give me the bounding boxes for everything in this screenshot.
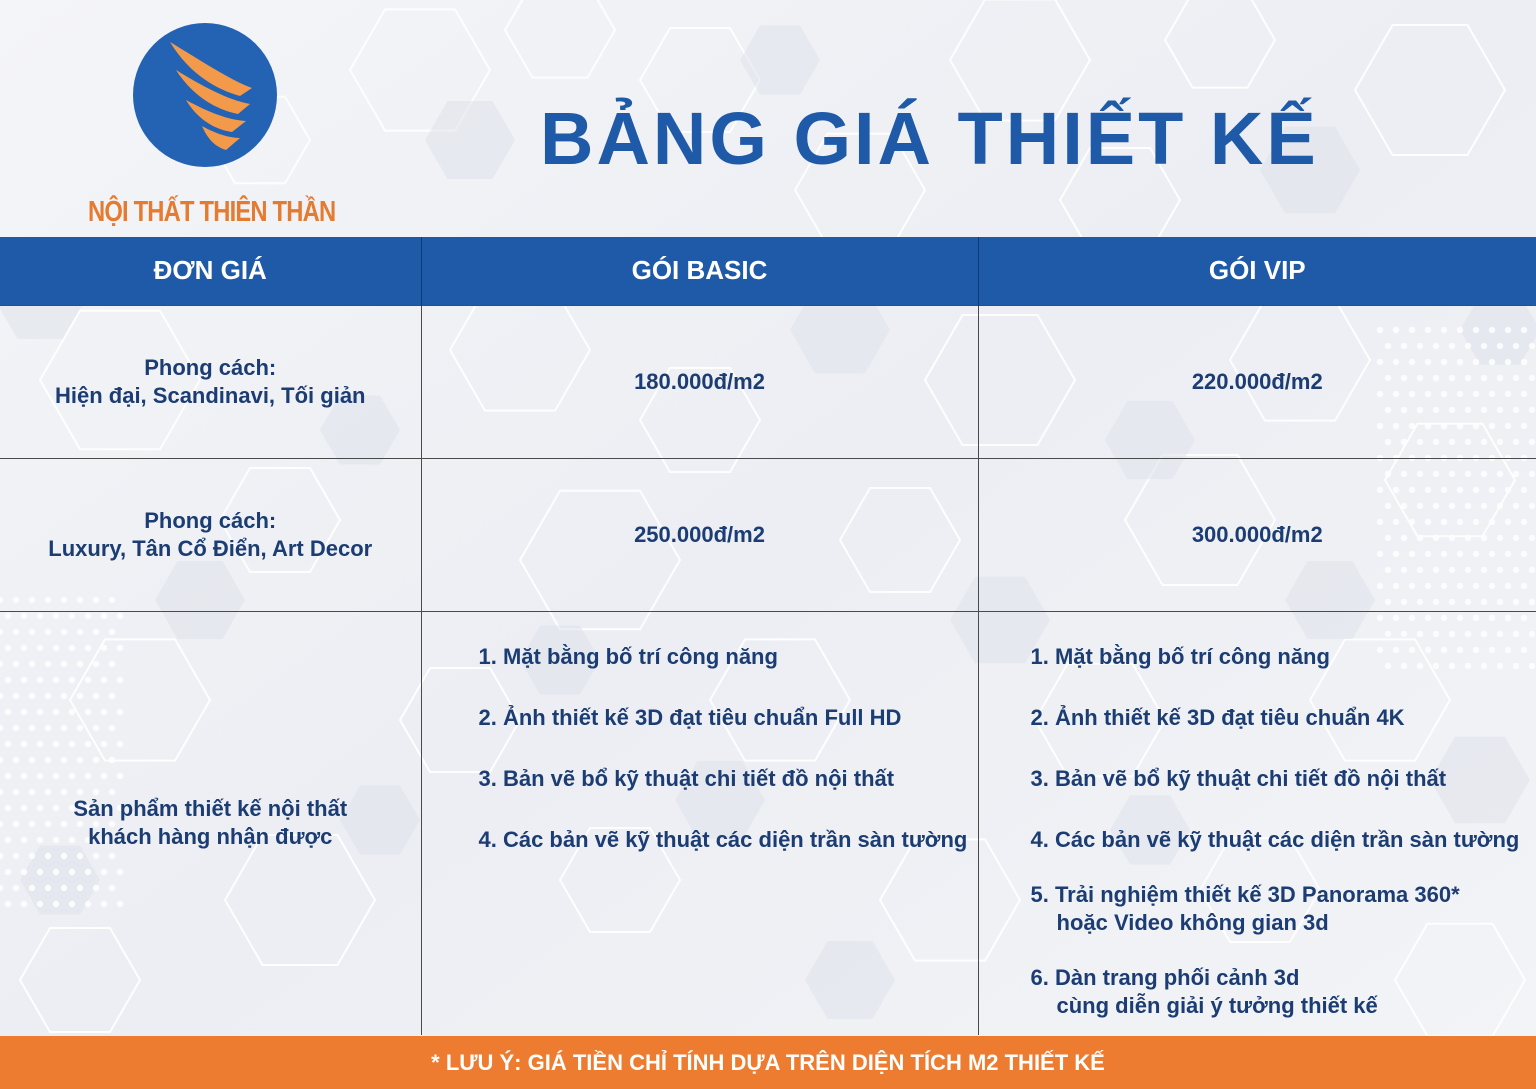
list-item: 4. Các bản vẽ kỹ thuật các diện trần sàn tường <box>478 826 968 852</box>
row-label <box>0 305 421 458</box>
header-basic-package: GÓI BASIC <box>421 237 978 305</box>
list-item <box>1031 881 1536 937</box>
footer-note: * LƯU Ý: GIÁ TIỀN CHỈ TÍNH DỰA TRÊN DIỆN TÍCH M2 THIẾT KẾ <box>0 1036 1536 1089</box>
angel-wing-logo-icon <box>130 20 280 170</box>
list-item: 2. Ảnh thiết kế 3D đạt tiêu chuẩn Full HD <box>478 704 902 730</box>
row-label-line: Luxury, Tân Cổ Điển, Art Decor <box>48 535 373 561</box>
table-header-row <box>0 237 1536 305</box>
list-item-line: 6. Dàn trang phối cảnh 3d <box>1030 964 1300 990</box>
price-value: 220.000đ/m2 <box>1191 368 1323 394</box>
list-item <box>1031 964 1536 1020</box>
list-item: 2. Ảnh thiết kế 3D đạt tiêu chuẩn 4K <box>1030 704 1405 730</box>
list-item-line: 5. Trải nghiệm thiết kế 3D Panorama 360* <box>1030 881 1460 907</box>
row-label <box>0 611 421 1035</box>
header-unit-price: ĐƠN GIÁ <box>0 237 421 305</box>
vip-feature-list <box>979 612 1536 1020</box>
table-row <box>0 458 1536 611</box>
brand-name: NỘI THẤT THIÊN THẦN <box>88 196 336 228</box>
row-label-line: Hiện đại, Scandinavi, Tối giản <box>54 382 366 408</box>
list-item: 4. Các bản vẽ kỹ thuật các diện trần sàn tường <box>1030 826 1520 852</box>
list-item-line: cùng diễn giải ý tưởng thiết kế <box>1056 992 1378 1018</box>
basic-price <box>421 305 978 458</box>
vip-price <box>978 458 1536 611</box>
price-value: 300.000đ/m2 <box>1191 521 1323 547</box>
list-item: 3. Bản vẽ bổ kỹ thuật chi tiết đồ nội thất <box>1030 765 1447 791</box>
brand-logo <box>88 18 336 228</box>
vip-features <box>978 611 1536 1035</box>
list-item-line: hoặc Video không gian 3d <box>1056 909 1329 935</box>
header-vip-package: GÓI VIP <box>978 237 1536 305</box>
row-label-line: khách hàng nhận được <box>88 824 333 850</box>
basic-feature-list <box>422 612 978 854</box>
list-item: 3. Bản vẽ bổ kỹ thuật chi tiết đồ nội thất <box>478 765 895 791</box>
row-label <box>0 458 421 611</box>
table-row-features <box>0 611 1536 1035</box>
basic-features <box>421 611 978 1035</box>
row-label-line: Phong cách: <box>144 507 277 533</box>
list-item: 1. Mặt bằng bố trí công năng <box>478 643 778 669</box>
table-row <box>0 305 1536 458</box>
row-label-line: Phong cách: <box>144 354 277 380</box>
vip-price <box>978 305 1536 458</box>
basic-price <box>421 458 978 611</box>
price-table <box>0 237 1536 1035</box>
price-value: 250.000đ/m2 <box>634 521 765 547</box>
list-item: 1. Mặt bằng bố trí công năng <box>1030 643 1330 669</box>
page-title: BẢNG GIÁ THIẾT KẾ <box>540 97 1319 180</box>
price-value: 180.000đ/m2 <box>634 368 765 394</box>
row-label-line: Sản phẩm thiết kế nội thất <box>73 796 348 822</box>
